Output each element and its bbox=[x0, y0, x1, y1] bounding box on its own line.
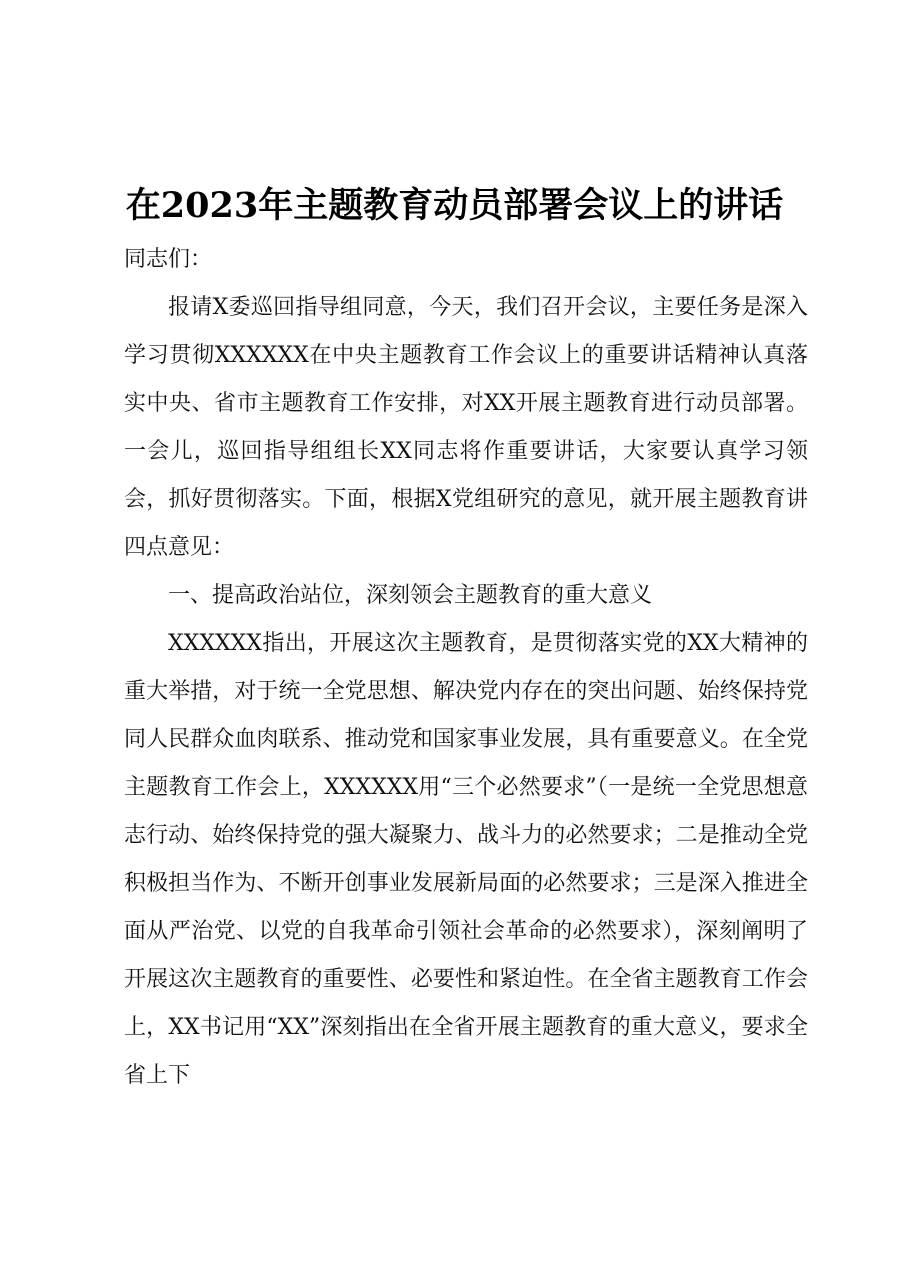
salutation: 同志们： bbox=[124, 247, 213, 272]
document-body bbox=[124, 236, 808, 1100]
paragraph-significance: XXXXXX指出，开展这次主题教育，是贯彻落实党的XX大精神的重大举措，对于统一全党思想、解决党内存在的突出问题、始终保持党同人民群众血肉联系、推动党和国家事业发展，具有重要意义。在全党主题教育工作会上，XXXXXX用“三个必然要求”（一是统一全党思想意志行动、始终保持党的强大凝聚力、战斗力的必然要求；二是推动全党积极担当作为、不断开创事业发展新局面的必然要求；三是深入推进全面从严治党、以党的自我革命引领社会革命的必然要求），深刻阐明了开展这次主题教育的重要性、必要性和紧迫性。在全省主题教育工作会上，XX书记用“XX”深刻指出在全省开展主题教育的重大意义，要求全省上下 bbox=[124, 631, 808, 1088]
paragraph-intro: 报请X委巡回指导组同意，今天，我们召开会议，主要任务是深入学习贯彻XXXXXX在中央主题教育工作会议上的重要讲话精神认真落实中央、省市主题教育工作安排，对XX开展主题教育进行动员部署。一会儿，巡回指导组组长XX同志将作重要讲话，大家要认真学习领会，抓好贯彻落实。下面，根据X党组研究的意见，就开展主题教育讲四点意见： bbox=[124, 295, 808, 560]
document-title: 在2023年主题教育动员部署会议上的讲话 bbox=[125, 185, 784, 226]
section-heading-1: 一、提高政治站位，深刻领会主题教育的重大意义 bbox=[168, 583, 653, 608]
